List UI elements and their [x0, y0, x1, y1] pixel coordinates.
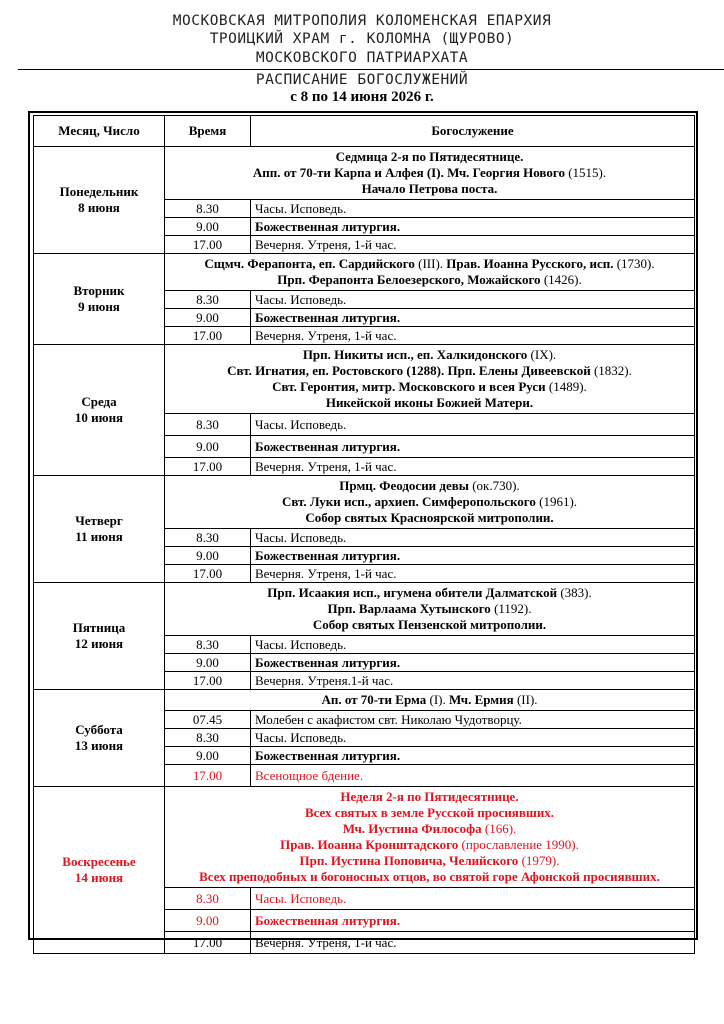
- day-feast-row: [34, 345, 695, 414]
- service-name: Вечерня. Утреня, 1-й час.: [251, 565, 695, 583]
- service-time: 17.00: [165, 236, 251, 254]
- schedule-body: [34, 147, 695, 954]
- day-feast-row: [34, 583, 695, 636]
- day-cell: [34, 147, 165, 254]
- feast-line: [169, 821, 690, 837]
- service-time: 8.30: [165, 888, 251, 910]
- feast-note: (1979).: [518, 853, 560, 868]
- service-time: 17.00: [165, 458, 251, 476]
- table-header-row: [34, 116, 695, 147]
- service-name: Вечерня. Утреня, 1-й час.: [251, 458, 695, 476]
- header-divider: [18, 69, 724, 70]
- feast-name: Собор святых Красноярской митрополии.: [305, 510, 554, 525]
- feast-name: Мч. Ермия: [449, 692, 514, 707]
- service-time: 07.45: [165, 711, 251, 729]
- feast-note: (IX).: [527, 347, 557, 362]
- service-time: 8.30: [165, 529, 251, 547]
- day-cell: [34, 787, 165, 954]
- service-name: Вечерня. Утреня.1-й час.: [251, 672, 695, 690]
- service-time: 9.00: [165, 436, 251, 458]
- day-feast-row: [34, 254, 695, 291]
- feast-line: [169, 585, 690, 601]
- feast-name: Седмица 2-я по Пятидесятнице.: [335, 149, 524, 164]
- feast-description: [165, 690, 695, 711]
- feast-line: [169, 272, 690, 288]
- feast-name: Свт. Игнатия, еп. Ростовского (1288). Прп. Елены Дивеевской: [227, 363, 591, 378]
- feast-name: Прп. Варлаама Хутынского: [327, 601, 491, 616]
- feast-name: Прп. Иустина Поповича, Челийского: [299, 853, 519, 868]
- feast-name: Мч. Иустина Философа: [342, 821, 482, 836]
- service-time: 9.00: [165, 747, 251, 765]
- service-time: 17.00: [165, 932, 251, 954]
- feast-line: [169, 617, 690, 633]
- service-time: 9.00: [165, 910, 251, 932]
- weekday-label: Пятница: [72, 620, 126, 635]
- service-name: Часы. Исповедь.: [251, 888, 695, 910]
- feast-line: [169, 363, 690, 379]
- service-time: 17.00: [165, 565, 251, 583]
- patriarchate-title: МОСКОВСКОГО ПАТРИАРХАТА: [255, 50, 469, 66]
- service-name: Часы. Исповедь.: [251, 729, 695, 747]
- church-title: ТРОИЦКИЙ ХРАМ г. КОЛОМНА (ЩУРОВО): [209, 31, 515, 47]
- service-name: Божественная литургия.: [251, 309, 695, 327]
- service-time: 8.30: [165, 291, 251, 309]
- feast-line: [169, 853, 690, 869]
- date-label: 11 июня: [75, 529, 123, 544]
- column-header-service: Богослужение: [251, 116, 695, 147]
- feast-line: [169, 256, 690, 272]
- service-name: Часы. Исповедь.: [251, 636, 695, 654]
- feast-note: (1489).: [545, 379, 587, 394]
- feast-line: [169, 805, 690, 821]
- service-time: 9.00: [165, 218, 251, 236]
- service-name: Часы. Исповедь.: [251, 200, 695, 218]
- weekday-label: Воскресенье: [62, 854, 136, 869]
- feast-note: (прославление 1990).: [458, 837, 579, 852]
- feast-note: (383).: [557, 585, 592, 600]
- feast-name: Прав. Иоанна Кронштадского: [280, 837, 459, 852]
- feast-name: Прав. Иоанна Русского, исп.: [446, 256, 614, 271]
- feast-name: Прп. Никиты исп., еп. Халкидонского: [302, 347, 528, 362]
- schedule-title: РАСПИСАНИЕ БОГОСЛУЖЕНИЙ: [255, 72, 469, 88]
- feast-note: (1426).: [540, 272, 582, 287]
- service-time: 9.00: [165, 654, 251, 672]
- service-name: Божественная литургия.: [251, 910, 695, 932]
- service-name: Божественная литургия.: [251, 218, 695, 236]
- feast-name: Прп. Ферапонта Белоезерского, Можайского: [277, 272, 541, 287]
- diocese-title: МОСКОВСКАЯ МИТРОПОЛИЯ КОЛОМЕНСКАЯ ЕПАРХИЯ: [172, 13, 552, 29]
- date-label: 13 июня: [74, 738, 124, 753]
- feast-name: Апп. от 70-ти Карпа и Алфея (I). Мч. Георгия Нового: [252, 165, 565, 180]
- feast-note: (1961).: [535, 494, 578, 509]
- feast-line: [169, 478, 690, 494]
- date-label: 9 июня: [78, 299, 120, 314]
- day-feast-row: [34, 476, 695, 529]
- day-cell: [34, 690, 165, 787]
- feast-note: (ок.730).: [468, 478, 520, 493]
- feast-line: [169, 395, 690, 411]
- day-cell: [34, 583, 165, 690]
- feast-line: [169, 789, 690, 805]
- service-name: Молебен с акафистом свт. Николаю Чудотворцу.: [251, 711, 695, 729]
- feast-note: (166).: [481, 821, 517, 836]
- day-feast-row: [34, 147, 695, 200]
- feast-name: Никейской иконы Божией Матери.: [325, 395, 534, 410]
- service-name: Вечерня. Утреня, 1-й час.: [251, 327, 695, 345]
- date-label: 10 июня: [74, 410, 124, 425]
- service-name: Всенощное бдение.: [251, 765, 695, 787]
- service-time: 9.00: [165, 547, 251, 565]
- feast-line: [169, 692, 690, 708]
- feast-name: Прп. Исаакия исп., игумена обители Далматской: [267, 585, 558, 600]
- feast-description: [165, 254, 695, 291]
- service-time: 17.00: [165, 765, 251, 787]
- feast-name: Собор святых Пензенской митрополии.: [312, 617, 547, 632]
- feast-line: [169, 347, 690, 363]
- day-cell: [34, 254, 165, 345]
- feast-name: Начало Петрова поста.: [361, 181, 498, 196]
- feast-name: Прмц. Феодосии девы: [339, 478, 469, 493]
- feast-name: Свт. Геронтия, митр. Московского и всея Руси: [272, 379, 546, 394]
- service-time: 17.00: [165, 327, 251, 345]
- weekday-label: Понедельник: [59, 184, 139, 199]
- date-label: 12 июня: [74, 636, 124, 651]
- service-name: Часы. Исповедь.: [251, 414, 695, 436]
- column-header-time: Время: [165, 116, 251, 147]
- service-name: Божественная литургия.: [251, 547, 695, 565]
- weekday-label: Четверг: [75, 513, 123, 528]
- feast-line: [169, 379, 690, 395]
- service-time: 8.30: [165, 414, 251, 436]
- date-label: 14 июня: [74, 870, 124, 885]
- feast-line: [169, 837, 690, 853]
- feast-description: [165, 583, 695, 636]
- feast-note: (II).: [513, 692, 538, 707]
- day-feast-row: [34, 787, 695, 888]
- date-range: с 8 по 14 июня 2026 г.: [290, 89, 434, 105]
- feast-line: [169, 165, 690, 181]
- feast-note: (1192).: [490, 601, 532, 616]
- feast-note: (1832).: [590, 363, 632, 378]
- feast-description: [165, 476, 695, 529]
- feast-note: (1515).: [564, 165, 607, 180]
- feast-name: Всех святых в земле Русской просиявших.: [304, 805, 555, 820]
- feast-description: [165, 345, 695, 414]
- service-name: Часы. Исповедь.: [251, 529, 695, 547]
- feast-note: (I).: [426, 692, 449, 707]
- service-time: 17.00: [165, 672, 251, 690]
- schedule-table: [33, 115, 695, 954]
- day-feast-row: [34, 690, 695, 711]
- service-name: Божественная литургия.: [251, 654, 695, 672]
- feast-line: [169, 181, 690, 197]
- feast-name: Сщмч. Ферапонта, еп. Сардийского: [204, 256, 415, 271]
- service-name: Вечерня. Утреня, 1-й час.: [251, 236, 695, 254]
- feast-line: [169, 494, 690, 510]
- feast-line: [169, 869, 690, 885]
- feast-name: Ап. от 70-ти Ерма: [321, 692, 427, 707]
- day-cell: [34, 345, 165, 476]
- feast-note: (1730).: [613, 256, 655, 271]
- service-time: 9.00: [165, 309, 251, 327]
- feast-name: Неделя 2-я по Пятидесятнице.: [340, 789, 519, 804]
- service-name: Вечерня. Утреня, 1-й час.: [251, 932, 695, 954]
- feast-note: (III).: [414, 256, 447, 271]
- weekday-label: Среда: [81, 394, 117, 409]
- weekday-label: Вторник: [73, 283, 125, 298]
- feast-name: Свт. Луки исп., архиеп. Симферопольского: [281, 494, 536, 509]
- service-time: 8.30: [165, 729, 251, 747]
- date-label: 8 июня: [78, 200, 120, 215]
- service-time: 8.30: [165, 636, 251, 654]
- feast-name: Всех преподобных и богоносных отцов, во святой горе Афонской просиявших.: [199, 869, 660, 884]
- feast-line: [169, 601, 690, 617]
- day-cell: [34, 476, 165, 583]
- service-time: 8.30: [165, 200, 251, 218]
- service-name: Божественная литургия.: [251, 747, 695, 765]
- feast-description: [165, 147, 695, 200]
- feast-line: [169, 510, 690, 526]
- weekday-label: Суббота: [75, 722, 123, 737]
- service-name: Божественная литургия.: [251, 436, 695, 458]
- column-header-day: Месяц, Число: [34, 116, 165, 147]
- feast-description: [165, 787, 695, 888]
- feast-line: [169, 149, 690, 165]
- service-name: Часы. Исповедь.: [251, 291, 695, 309]
